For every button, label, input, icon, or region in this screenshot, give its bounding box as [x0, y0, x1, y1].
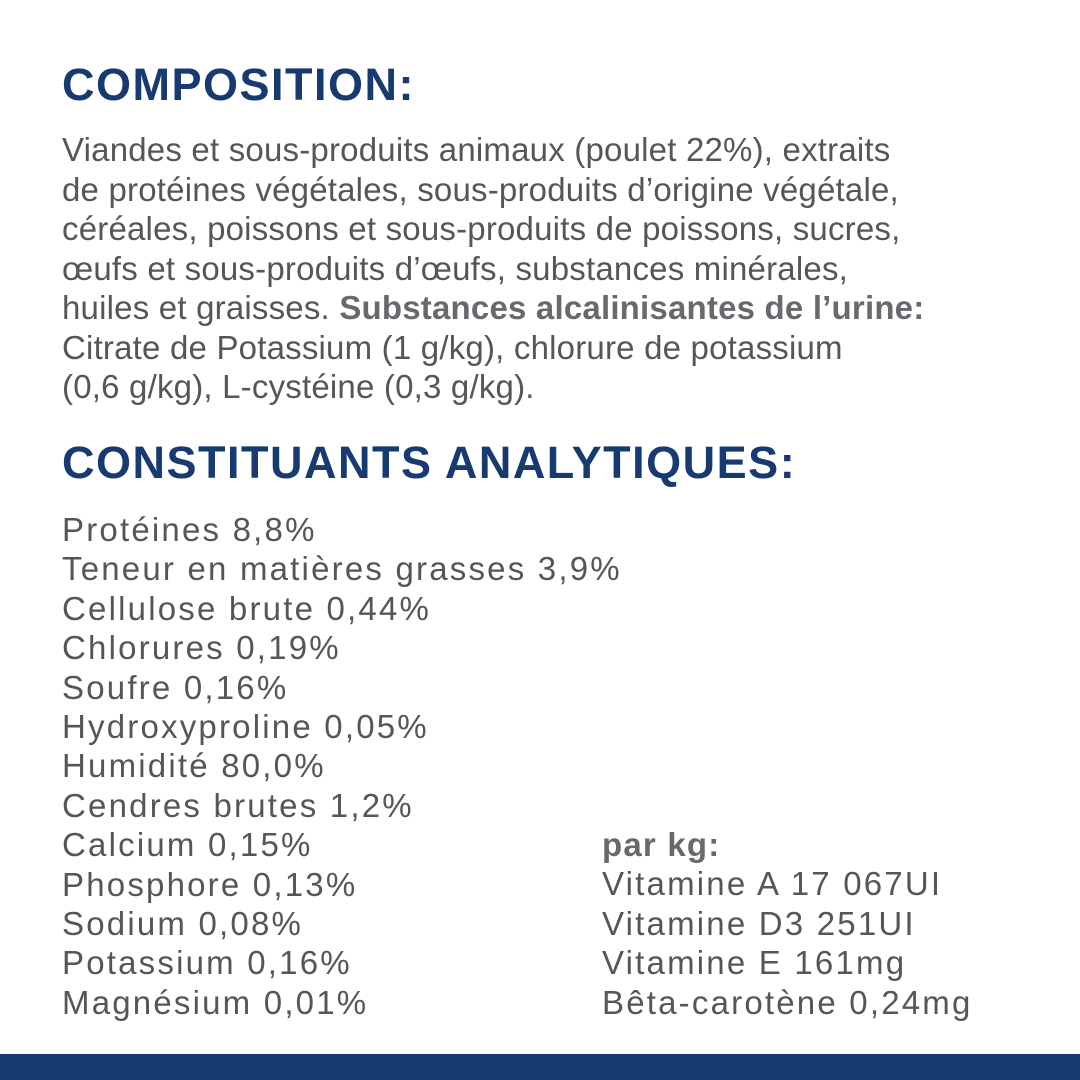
vitamin-name: Vitamine A [602, 865, 780, 903]
vitamin-row [602, 864, 973, 903]
constituent-value: 0,08% [198, 905, 304, 943]
constituent-name: Magnésium [62, 983, 253, 1021]
constituent-value: 8,8% [232, 511, 317, 548]
constituent-row [62, 786, 622, 825]
ingredients-paragraph [62, 130, 924, 407]
constituent-row [62, 825, 622, 864]
constituent-name: Phosphore [62, 865, 242, 903]
constituent-value: 0,19% [236, 629, 341, 667]
ingredient-line [62, 209, 924, 249]
ingredient-line-text: Citrate de Potassium (1 g/kg), chlorure de potassium [62, 328, 843, 366]
analytical-constituents-heading: CONSTITUANTS ANALYTIQUES: [62, 437, 797, 488]
constituent-value: 1,2% [329, 786, 414, 824]
alkalinizing-substances-label: Substances alcalinisantes de l’urine: [339, 289, 925, 326]
constituent-name: Cendres brutes [62, 786, 319, 824]
constituent-name: Soufre [62, 668, 173, 706]
vitamin-value: 0,24mg [849, 983, 973, 1021]
ingredient-line [62, 249, 924, 289]
constituent-value: 0,44% [326, 589, 432, 627]
constituent-name: Hydroxyproline [62, 708, 313, 746]
vitamin-row [602, 943, 973, 982]
vitamin-row [602, 904, 973, 943]
ingredient-line-text: œufs et sous-produits d’œufs, substances minérales, [62, 249, 849, 287]
constituent-name: Potassium [62, 944, 236, 982]
ingredient-line-text: huiles et graisses. [62, 289, 340, 326]
constituent-row [62, 510, 622, 549]
constituent-value: 80,0% [221, 747, 326, 785]
constituent-row [62, 983, 622, 1022]
ingredient-line-text: de protéines végétales, sous-produits d’origine végétale, [62, 170, 899, 208]
constituent-value: 0,01% [263, 983, 369, 1021]
constituent-name: Teneur en matières grasses [62, 550, 527, 588]
constituent-name: Humidité [62, 747, 210, 785]
constituent-value: 3,9% [537, 550, 622, 588]
constituents-list [62, 510, 622, 1022]
constituent-value: 0,15% [207, 826, 313, 864]
vitamin-name: Bêta-carotène [602, 983, 838, 1021]
constituent-row [62, 707, 622, 746]
vitamin-value: 161mg [794, 944, 907, 982]
per-kg-heading: par kg: [602, 826, 721, 863]
constituent-row [62, 549, 622, 588]
bottom-brand-bar [0, 1054, 1080, 1080]
constituent-row [62, 746, 622, 785]
ingredient-line [62, 130, 924, 170]
ingredient-line [62, 288, 924, 328]
ingredient-line [62, 328, 924, 368]
constituent-row [62, 904, 622, 943]
constituent-value: 0,16% [247, 944, 352, 982]
constituent-value: 0,16% [183, 668, 289, 706]
vitamin-name: Vitamine D3 [602, 904, 806, 942]
constituent-name: Sodium [62, 905, 188, 943]
constituent-value: 0,13% [252, 865, 358, 903]
constituent-name: Calcium [62, 826, 197, 864]
constituent-row [62, 589, 622, 628]
vitamin-value: 17 067UI [790, 865, 943, 903]
ingredient-line [62, 170, 924, 210]
ingredient-line [62, 367, 924, 407]
composition-heading: COMPOSITION: [62, 59, 415, 110]
constituent-value: 0,05% [324, 708, 429, 746]
constituent-name: Protéines [62, 511, 222, 548]
constituent-name: Chlorures [62, 629, 225, 667]
per-kg-section [602, 825, 973, 1022]
vitamin-name: Vitamine E [602, 944, 783, 982]
constituent-row [62, 668, 622, 707]
ingredient-line-text: Viandes et sous-produits animaux (poulet 22%), extraits [62, 131, 891, 168]
vitamin-value: 251UI [816, 904, 916, 942]
constituent-row [62, 628, 622, 667]
ingredient-line-text: céréales, poissons et sous-produits de poissons, sucres, [62, 210, 901, 247]
ingredient-line-text: (0,6 g/kg), L-cystéine (0,3 g/kg). [62, 368, 535, 405]
vitamin-row [602, 983, 973, 1022]
constituent-row [62, 943, 622, 982]
constituent-row [62, 865, 622, 904]
constituent-name: Cellulose brute [62, 589, 316, 627]
